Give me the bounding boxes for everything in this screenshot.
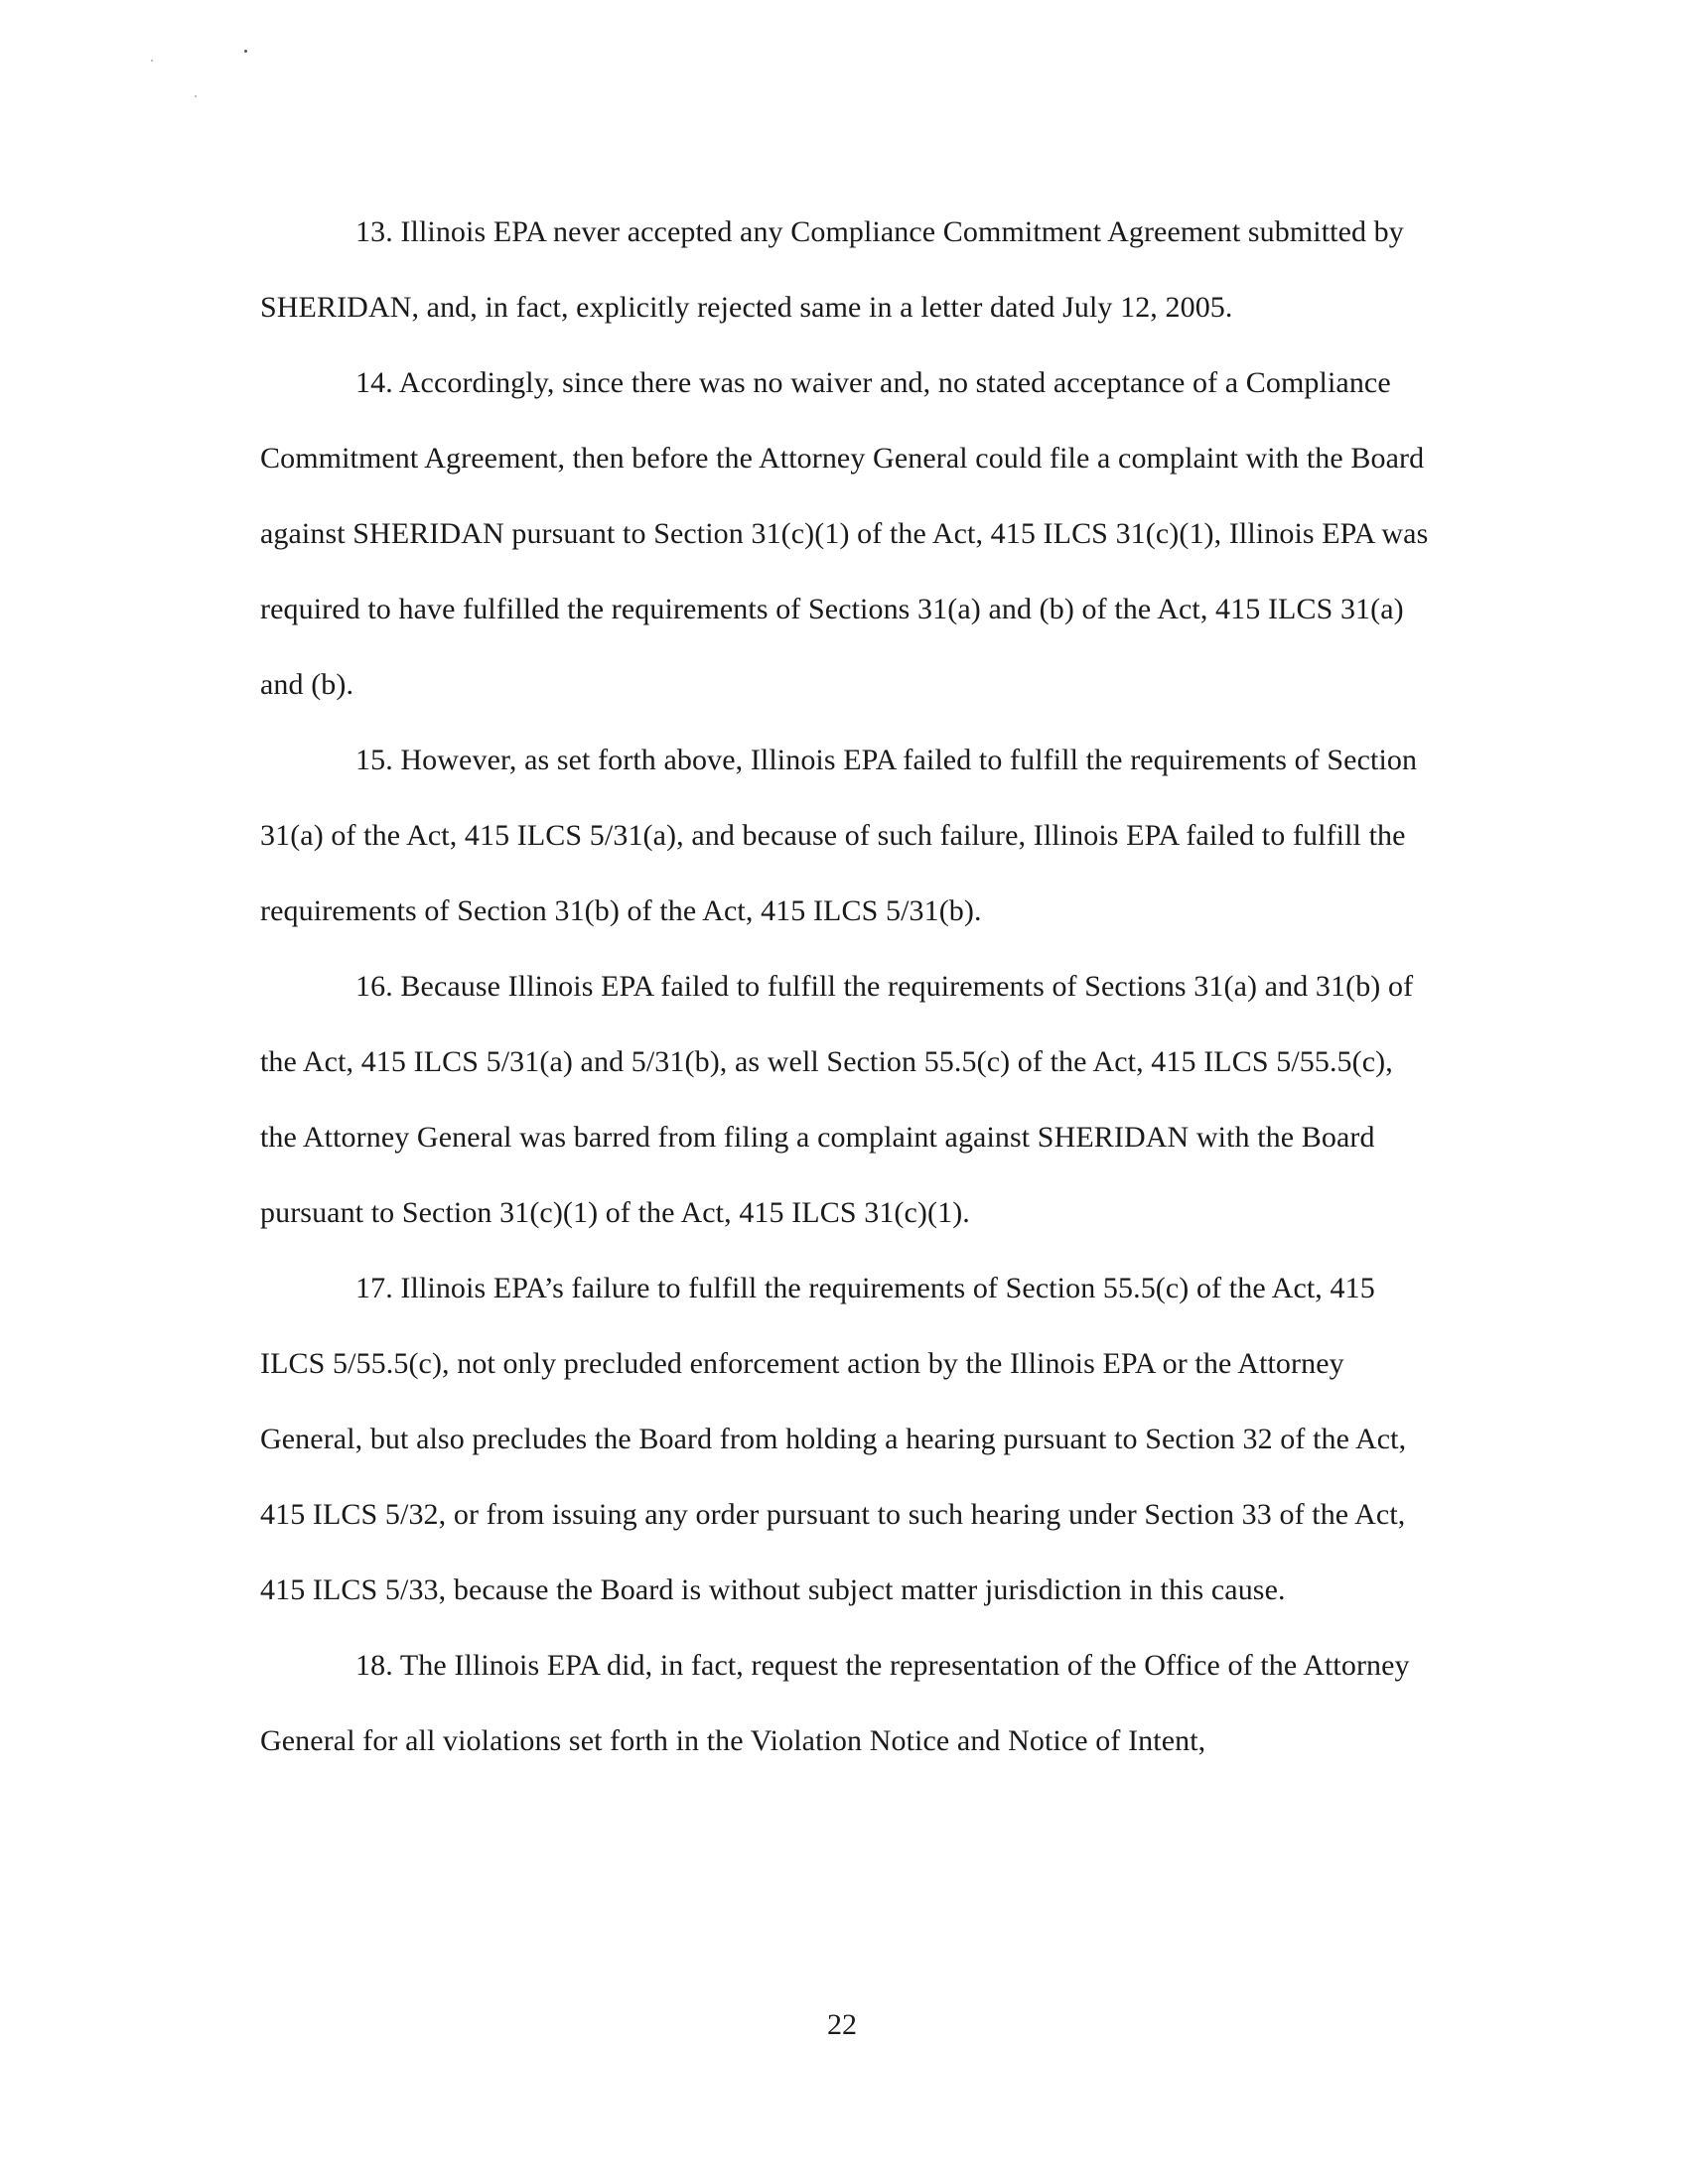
paragraph-number: 15. — [355, 744, 393, 776]
paragraph-text: Because Illinois EPA failed to fulfill the requirements of Sections 31(a) and 31(b) of the Act, 415 ILCS 5/31(a) and 5/31(b), as well Section 55.5(c) of the Act, 415 ILCS 5/55.5(c), the Attorney General was barred from filing a complaint against SHERIDAN with the Board pursuant to Section 31(c)(1) of the Act, 415 ILCS 31(c)(1). — [260, 970, 1414, 1229]
paragraph-17 — [260, 1251, 1432, 1628]
scan-speck — [195, 95, 197, 97]
paragraph-13 — [260, 195, 1432, 345]
scan-speck — [151, 60, 153, 62]
paragraph-16 — [260, 949, 1432, 1251]
paragraph-text: Illinois EPA never accepted any Compliance Commitment Agreement submitted by SHERIDAN, and, in fact, explicitly rejected same in a letter dated July 12, 2005. — [260, 215, 1404, 324]
paragraph-text: Illinois EPA’s failure to fulfill the requirements of Section 55.5(c) of the Act, 415 ILCS 5/55.5(c), not only precluded enforcement action by the Illinois EPA or the Attorney General, but also precludes the Board from holding a hearing pursuant to Section 32 of the Act, 415 ILCS 5/32, or from issuing any order pursuant to such hearing under Section 33 of the Act, 415 ILCS 5/33, because the Board is without subject matter jurisdiction in this cause. — [260, 1272, 1407, 1606]
paragraph-text: However, as set forth above, Illinois EPA failed to fulfill the requirements of Section 31(a) of the Act, 415 ILCS 5/31(a), and because of such failure, Illinois EPA failed to fulfill the requirements of Section 31(b) of the Act, 415 ILCS 5/31(b). — [260, 744, 1418, 927]
paragraph-number: 17. — [355, 1272, 393, 1304]
paragraph-text: Accordingly, since there was no waiver and, no stated acceptance of a Compliance Commitment Agreement, then before the Attorney General could file a complaint with the Board against SHERIDAN pursuant to Section 31(c)(1) of the Act, 415 ILCS 31(c)(1), Illinois EPA was required to have fulfilled the requirements of Sections 31(a) and (b) of the Act, 415 ILCS 31(a) and (b). — [260, 366, 1429, 701]
paragraph-15 — [260, 723, 1432, 949]
paragraph-14 — [260, 345, 1432, 723]
document-body — [260, 195, 1432, 1779]
paragraph-number: 18. — [355, 1649, 393, 1682]
page-number: 22 — [827, 2008, 857, 2041]
scan-speck — [244, 50, 247, 53]
paragraph-number: 14. — [355, 366, 393, 399]
paragraph-text: The Illinois EPA did, in fact, request the representation of the Office of the Attorney General for all violations set forth in the Violation Notice and Notice of Intent, — [260, 1649, 1410, 1757]
paragraph-18 — [260, 1628, 1432, 1779]
paragraph-number: 13. — [355, 215, 393, 248]
paragraph-number: 16. — [355, 970, 393, 1003]
